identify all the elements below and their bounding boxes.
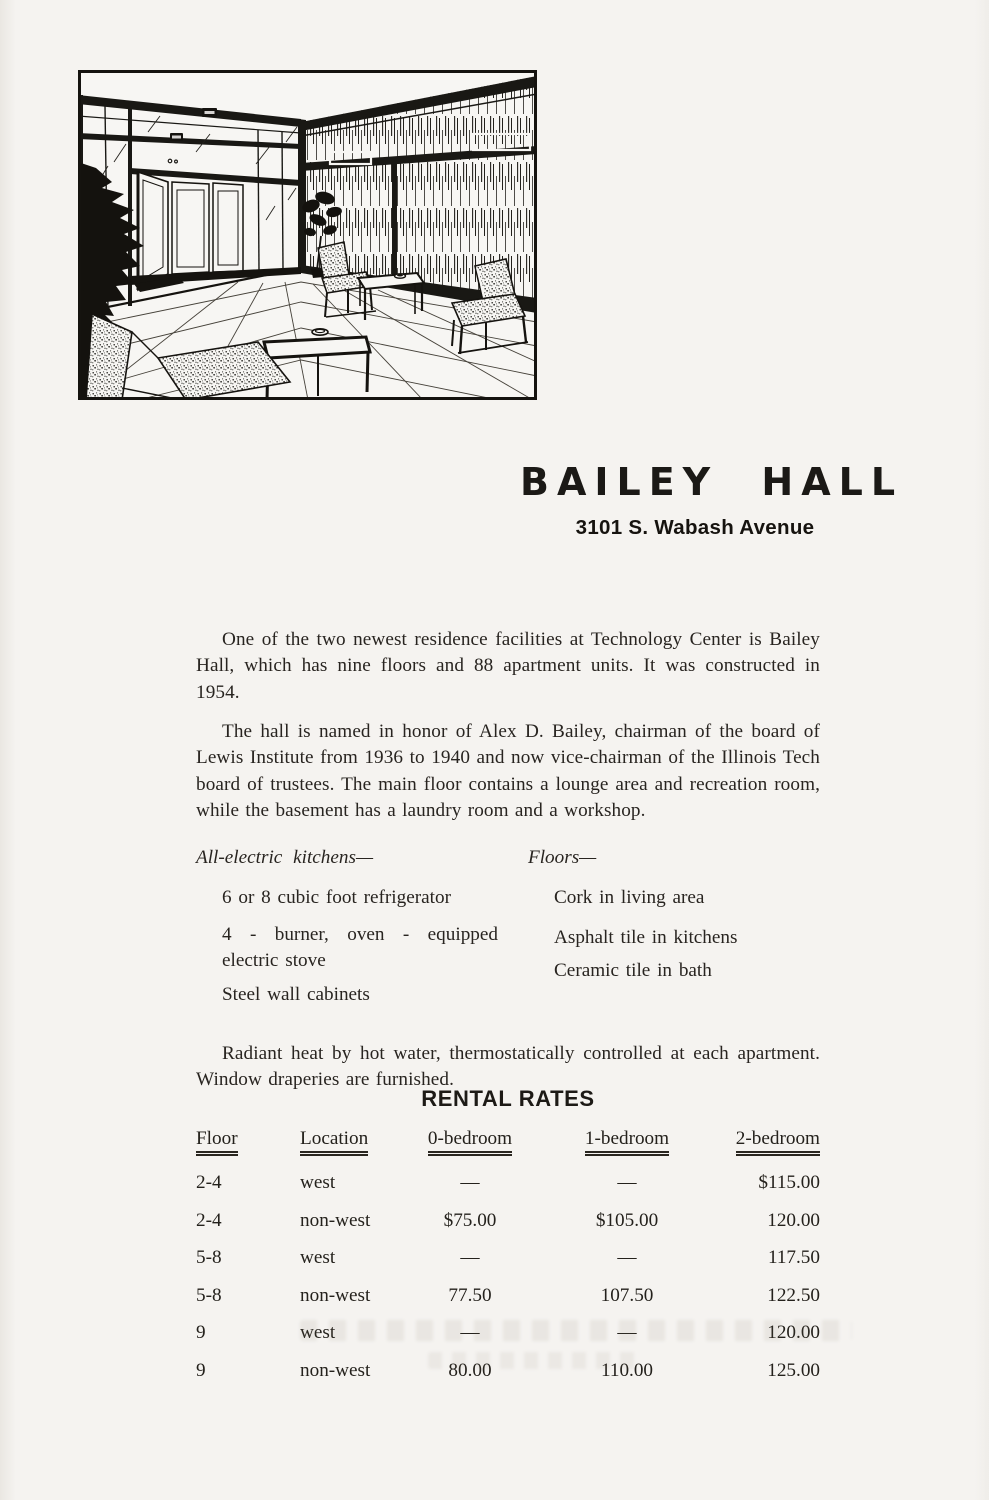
lobby-illustration <box>78 70 537 400</box>
door-leaf <box>172 182 209 274</box>
table-cell: west <box>300 1247 336 1268</box>
table-cell: non-west <box>300 1209 371 1231</box>
floors-column <box>528 845 820 984</box>
table-header-2-bedroom: 2-bedroom <box>724 1128 820 1172</box>
table-row <box>196 1285 820 1323</box>
table-cell: $75.00 <box>443 1209 497 1231</box>
kitchens-heading: All-electric kitchens— <box>196 847 374 868</box>
features-section <box>196 845 820 1025</box>
table-cell: 125.00 <box>767 1359 820 1381</box>
table-cell: — <box>460 1322 480 1343</box>
floors-item: Cork in living area <box>554 887 705 908</box>
table-cell: 5-8 <box>196 1284 222 1306</box>
table-cell: 107.50 <box>600 1284 654 1306</box>
kitchens-item: 6 or 8 cubic foot refrigerator <box>222 887 451 908</box>
table-cell: — <box>617 1172 637 1193</box>
table-cell: 77.50 <box>448 1284 492 1306</box>
floors-heading: Floors— <box>528 847 597 868</box>
floors-item: Ceramic tile in bath <box>554 960 712 981</box>
table-cell: — <box>617 1322 637 1343</box>
table-row <box>196 1247 820 1285</box>
table-cell: 80.00 <box>448 1359 492 1381</box>
history-paragraph: The hall is named in honor of Alex D. Bailey, chairman of the board of Lewis Institute from 1936 to 1940 and now vice-chairman of the Illinois Tech board of trustees. The main floor contains a lounge area and recreation room, while the basement has a laundry room and a workshop. <box>196 721 820 821</box>
table-cell: $105.00 <box>595 1209 659 1231</box>
table-cell: 110.00 <box>600 1359 654 1381</box>
table-row <box>196 1322 820 1360</box>
table-cell: — <box>460 1247 480 1268</box>
table-cell: 5-8 <box>196 1247 222 1268</box>
heating-note: Radiant heat by hot water, thermostatically controlled at each apartment. Window draperies are furnished. <box>196 1043 820 1091</box>
table-cell: 120.00 <box>767 1209 820 1231</box>
table-row <box>196 1360 820 1398</box>
table-header-location: Location <box>300 1128 410 1172</box>
rental-rates-table <box>196 1128 820 1397</box>
table-cell: 2-4 <box>196 1209 222 1231</box>
exit-sign <box>170 133 183 141</box>
table-cell: — <box>617 1247 637 1268</box>
corner-post <box>298 119 306 270</box>
table-cell: non-west <box>300 1284 371 1306</box>
table-header-1-bedroom: 1-bedroom <box>530 1128 724 1172</box>
table-cell: 2-4 <box>196 1172 222 1193</box>
table-cell: 9 <box>196 1322 206 1343</box>
page-title: BAILEY HALL <box>520 460 904 504</box>
table-cell: 122.50 <box>767 1284 820 1306</box>
table-cell: 9 <box>196 1359 206 1381</box>
table-header-0-bedroom: 0-bedroom <box>410 1128 530 1172</box>
kitchens-column <box>196 845 496 1008</box>
table-cell: $115.00 <box>758 1172 820 1193</box>
table-header-floor: Floor <box>196 1128 300 1172</box>
table-cell: 120.00 <box>767 1322 820 1343</box>
lobby-illustration-svg <box>78 70 537 400</box>
table-row <box>196 1210 820 1248</box>
table-cell: west <box>300 1322 336 1343</box>
table-cell: west <box>300 1172 336 1193</box>
floors-item: Asphalt tile in kitchens <box>554 927 738 948</box>
table-cell: — <box>460 1172 480 1193</box>
intro-paragraph: One of the two newest residence facilities at Technology Center is Bailey Hall, which has nine floors and 88 apartment units. It was constructed in 1954. <box>196 629 820 703</box>
table-row <box>196 1172 820 1210</box>
rental-rates-title: RENTAL RATES <box>421 1086 595 1111</box>
exit-sign <box>202 108 217 117</box>
kitchens-item: Steel wall cabinets <box>222 984 370 1005</box>
kitchens-item: 4 - burner, oven - equipped electric stove <box>222 924 498 971</box>
table-header-row <box>196 1128 820 1172</box>
table-cell: 117.50 <box>767 1247 820 1268</box>
table-cell: non-west <box>300 1359 371 1381</box>
page-address: 3101 S. Wabash Avenue <box>575 516 815 539</box>
